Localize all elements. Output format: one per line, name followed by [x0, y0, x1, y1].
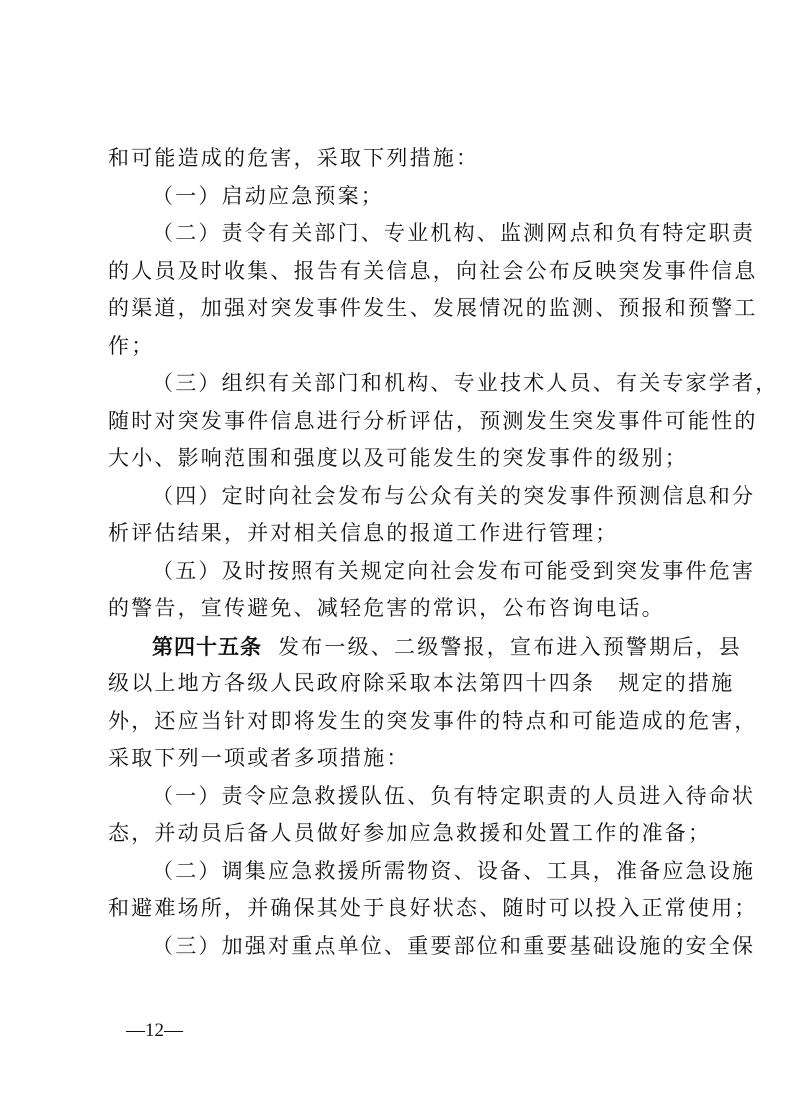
body-line: 大小、影响范围和强度以及可能发生的突发事件的级别；	[108, 446, 688, 470]
article-number: 第四十五条	[152, 633, 262, 659]
article-45-heading-line	[108, 628, 742, 666]
body-line: 作；	[108, 333, 155, 358]
page-number: —12—	[126, 1020, 183, 1041]
body-line: 外，还应当针对即将发生的突发事件的特点和可能造成的危害，	[108, 708, 758, 733]
body-line: 析评估结果，并对相关信息的报道工作进行管理；	[108, 521, 619, 545]
measure-item-1: （一）责令应急救援队伍、负有特定职责的人员进入待命状	[152, 783, 756, 808]
body-line: 和可能造成的危害，采取下列措施：	[108, 146, 480, 170]
body-line: 随时对突发事件信息进行分析评估，预测发生突发事件可能性的	[108, 408, 758, 433]
measure-item-2: （二）调集应急救援所需物资、设备、工具，准备应急设施	[152, 858, 756, 883]
body-line: 的人员及时收集、报告有关信息，向社会公布反映突发事件信息	[108, 258, 758, 283]
measure-item-1: （一）启动应急预案；	[152, 183, 384, 208]
body-line: 的警告，宣传避免、减轻危害的常识，公布咨询电话。	[108, 596, 665, 620]
article-45-first-line: 发布一级、二级警报，宣布进入预警期后，县	[278, 634, 742, 659]
measure-item-4: （四）定时向社会发布与公众有关的突发事件预测信息和分	[152, 483, 756, 508]
body-line: 和避难场所，并确保其处于良好状态、随时可以投入正常使用；	[108, 896, 758, 920]
measure-item-3: （三）加强对重点单位、重要部位和重要基础设施的安全保	[152, 933, 756, 958]
document-body	[108, 140, 779, 965]
body-line: 的渠道，加强对突发事件发生、发展情况的监测、预报和预警工	[108, 296, 758, 320]
body-line: 采取下列一项或者多项措施：	[108, 746, 410, 770]
measure-item-2: （二）责令有关部门、专业机构、监测网点和负有特定职责	[152, 221, 756, 245]
body-line: 态，并动员后备人员做好参加应急救援和处置工作的准备；	[108, 821, 712, 845]
measure-item-5: （五）及时按照有关规定向社会发布可能受到突发事件危害	[152, 558, 756, 583]
measure-item-3: （三）组织有关部门和机构、专业技术人员、有关专家学者，	[152, 371, 779, 395]
body-line: 级以上地方各级人民政府除采取本法第四十四条 规定的措施	[108, 671, 735, 695]
